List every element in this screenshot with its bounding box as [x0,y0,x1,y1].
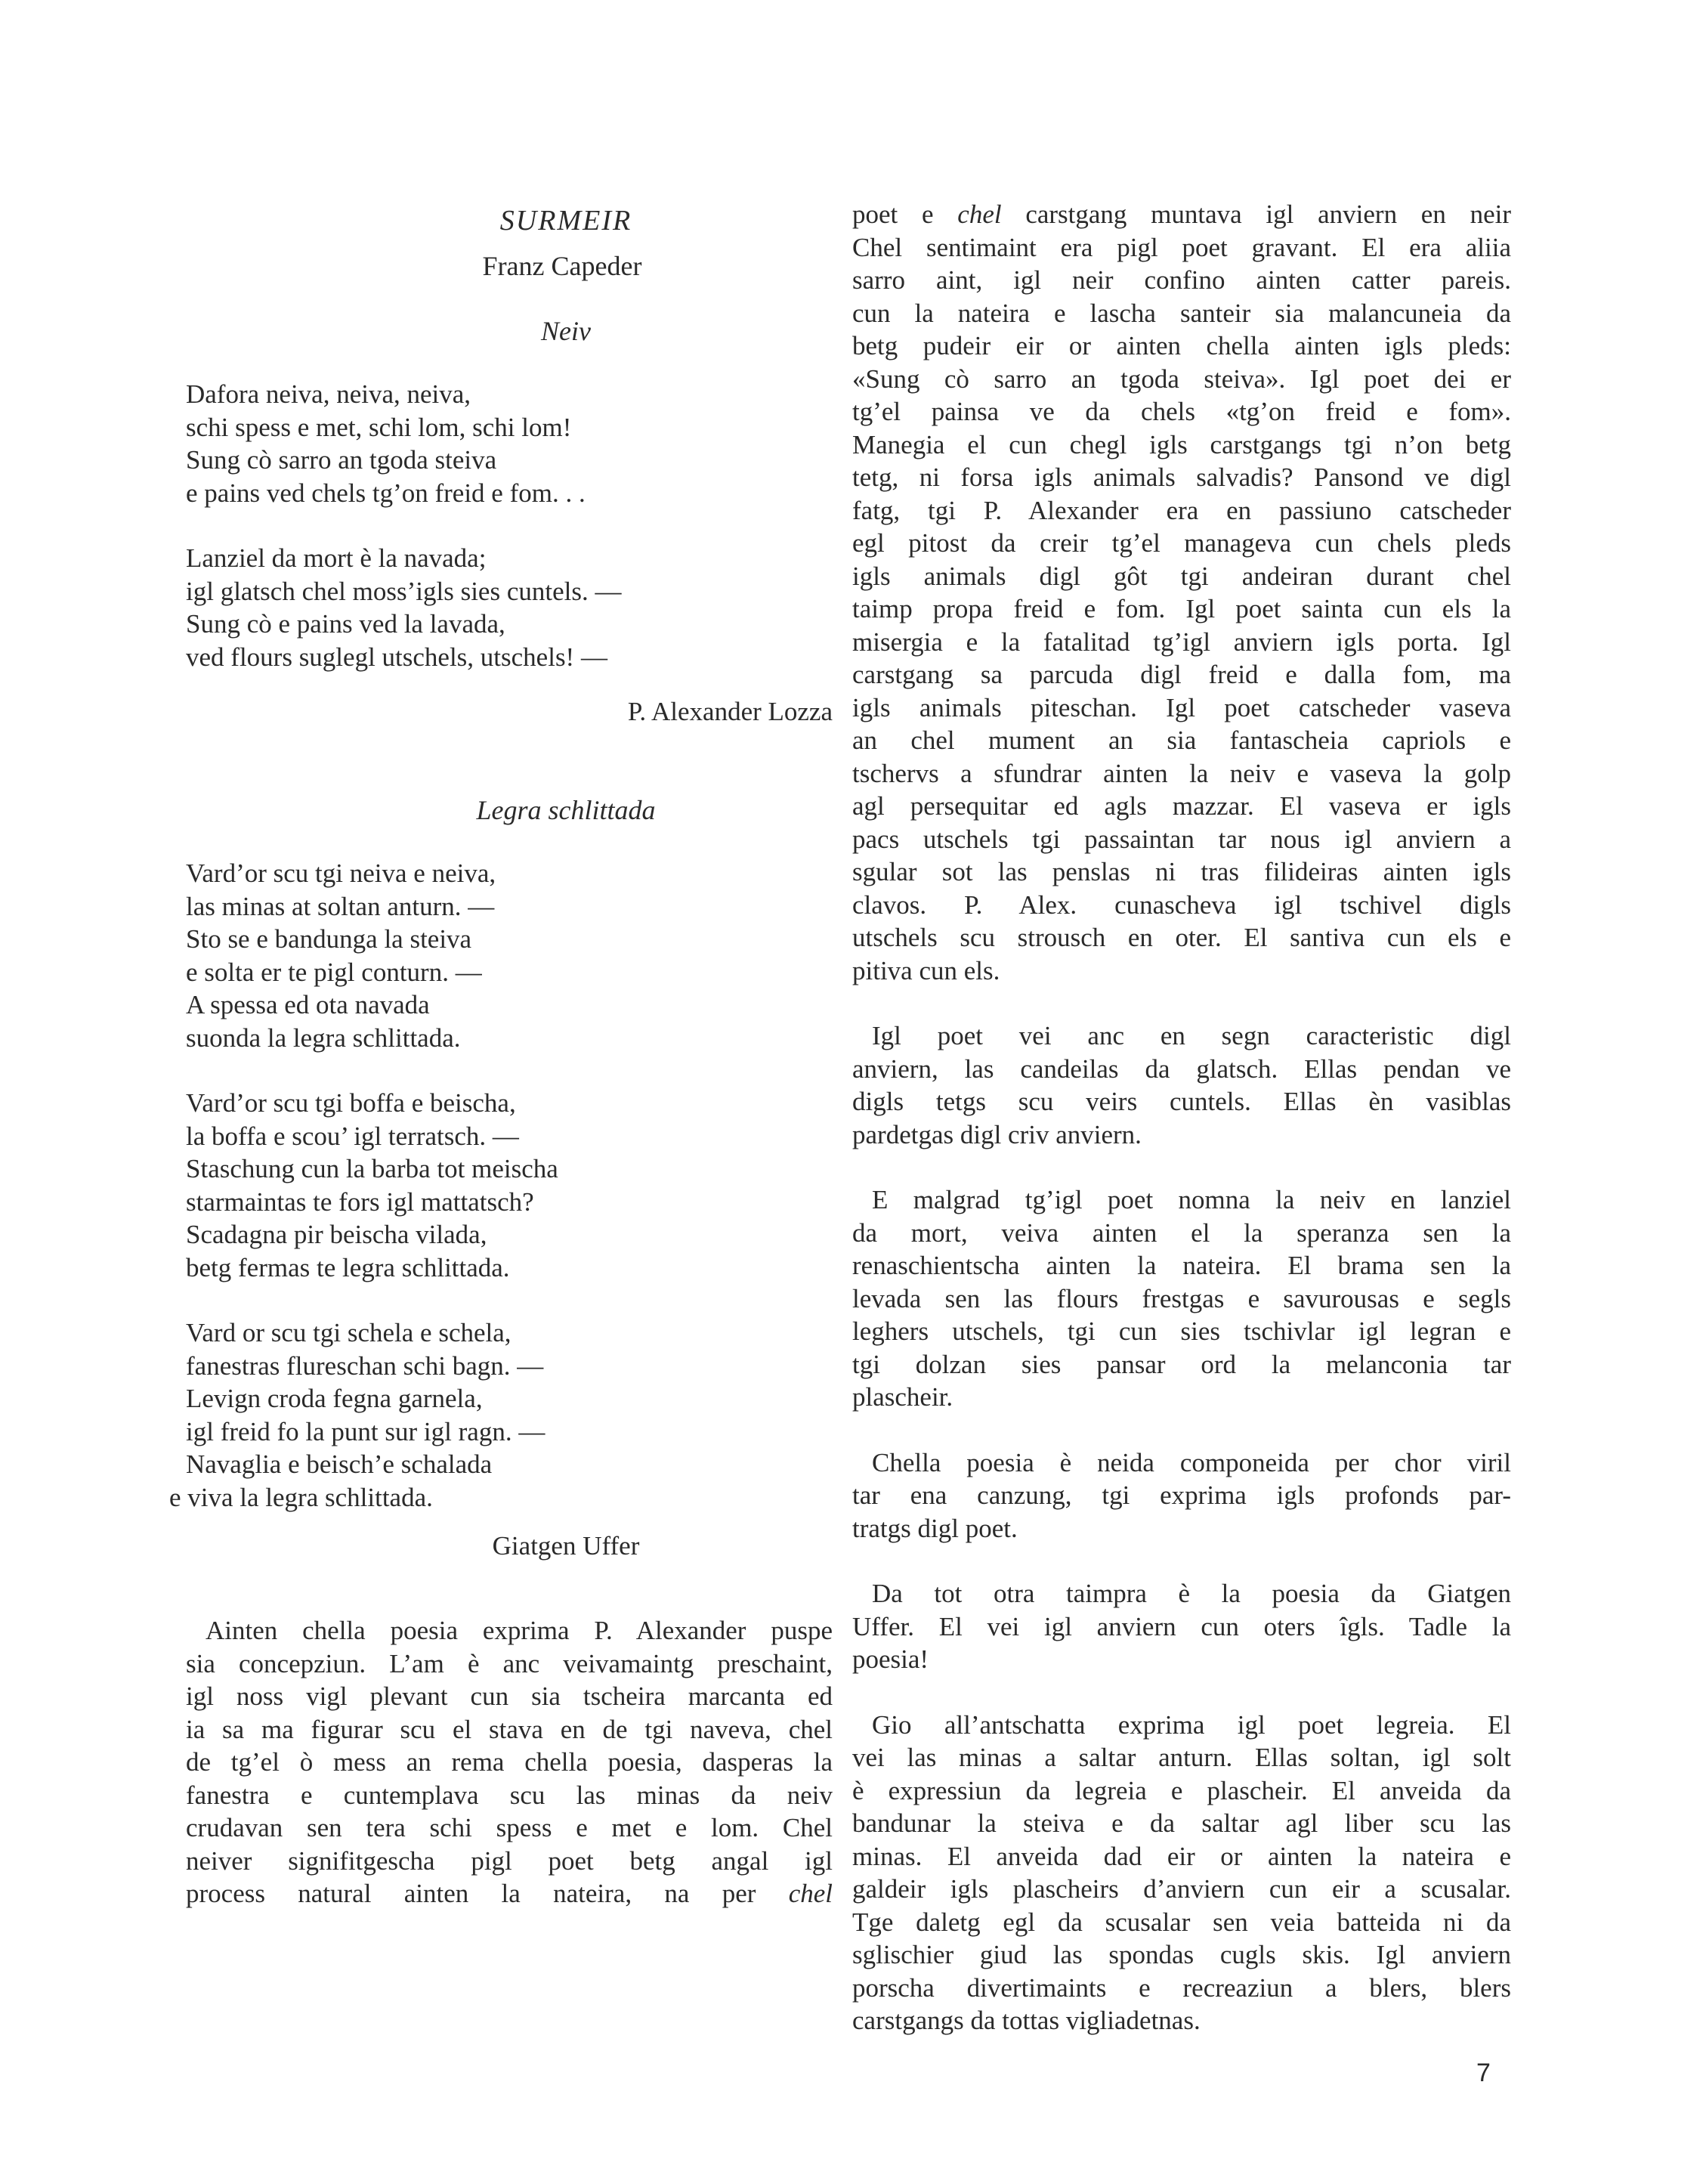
text-line: porscha divertimaints e recreaziun a blers, blers [852,1972,1511,2003]
text-line: igls animals piteschan. Igl poet catscheder vaseva [852,692,1511,722]
text-line: anviern, las candeilas da glatsch. Ellas pendan ve [852,1053,1511,1084]
text-line: neiver signifitgescha pigl poet betg angal igl [186,1845,833,1876]
body-paragraph [852,1709,1511,2037]
text-line: betg pudeir eir or ainten chella ainten igls pleds: [852,331,1511,360]
text-line: Igl poet vei anc en segn caracteristic digl [872,1021,1511,1050]
text-line: poesia! [852,1644,929,1674]
text-line: Uffer. El vei igl anviern cun oters îgls. Tadle la [852,1611,1511,1641]
text-line: renaschientscha ainten la nateira. El brama sen la [852,1251,1511,1280]
text-line: fanestra e cuntemplava scu las minas da neiv [186,1780,833,1810]
text-line: sarro aint, igl neir confino ainten catter pareis. [852,265,1511,295]
poem-author-lozza: P. Alexander Lozza [627,697,833,726]
neiv-stanza [186,378,833,509]
section-title: SURMEIR [499,205,632,237]
text-line: tar ena canzung, tgi exprima igls profonds par- [852,1480,1511,1510]
poem-line: Vard’or scu tgi boffa e beischa, [186,1088,516,1118]
text-line: sia concepziun. L’am è anc veivamaintg preschaint, [186,1648,833,1678]
text-line: digls tetgs scu veirs cuntels. Ellas èn vasiblas [852,1087,1511,1116]
text-line: pardetgas digl criv anviern. [852,1119,1142,1149]
text-line: fatg, tgi P. Alexander era en passiuno catscheder [852,495,1511,525]
text-line: sglischier giud las spondas cugls skis. Igl anviern [852,1940,1511,1969]
poem-title-neiv: Neiv [541,316,591,346]
poem-line: igl glatsch chel moss’igls sies cuntels. — [186,576,622,606]
text-line: agl persequitar ed agls mazzar. El vaseva er igls [852,791,1511,821]
poem-line: Vard or scu tgi schela e schela, [186,1318,511,1347]
text-line: de tg’el ò mess an rema chella poesia, dasperas la [186,1747,833,1777]
text-line: clavos. P. Alex. cunascheva igl tschivel digls [852,889,1511,920]
poem-line: starmaintas te fors igl mattatsch? [186,1186,534,1217]
text-line: è expressiun da legreia e plascheir. El anveida da [852,1775,1511,1805]
text-line: sgular sot las penslas ni tras filideiras ainten igls [852,857,1511,886]
poem-line: Navaglia e beisch’e schalada [186,1449,493,1479]
text-line: levada sen las flours frestgas e savurousas e segls [852,1283,1511,1313]
legra-schlittada-stanza [186,1087,833,1284]
body-paragraph [852,1183,1511,1414]
poem-line: suonda la legra schlittada. [186,1022,461,1053]
text-line: taimp propa freid e fom. Igl poet sainta cun els la [852,594,1511,623]
poem-line: betg fermas te legra schlittada. [186,1252,510,1282]
poem-author-uffer: Giatgen Uffer [492,1531,640,1561]
poem-line: Sto se e bandunga la steiva [186,924,472,954]
body-paragraph [852,1446,1511,1545]
poem-line: las minas at soltan anturn. — [186,891,495,921]
poem-line: e solta er te pigl conturn. — [186,957,482,987]
poem-line: e pains ved chels tg’on freid e fom. . . [186,478,586,508]
section-author: Franz Capeder [482,251,642,281]
poem-line: Dafora neiva, neiva, neiva, [186,379,471,409]
text-line: Da tot otra taimpra è la poesia da Giatgen [872,1579,1511,1608]
text-line: carstgang sa parcuda digl freid e dalla fom, ma [852,660,1511,689]
text-line: tschervs a sfundrar ainten la neiv e vaseva la golp [852,758,1511,788]
text-line: tratgs digl poet. [852,1513,1018,1543]
text-line: misergia e la fatalitad tg’igl anviern igls porta. Igl [852,626,1511,657]
text-line: leghers utschels, tgi cun sies tschivlar igl legran e [852,1316,1511,1346]
text-line: tgi dolzan sies pansar ord la melanconia tar [852,1349,1511,1379]
text-line: Tge daletg egl da scusalar sen veia batteida ni da [852,1907,1511,1937]
emphasis-word: chel [957,200,1002,229]
poem-title-legra-schlittada: Legra schlittada [476,795,656,825]
poem-line: igl freid fo la punt sur igl ragn. — [186,1416,545,1446]
text-line: carstgangs da tottas vigliadetnas. [852,2006,1201,2035]
text-line: galdeir igls plascheirs d’anviern cun eir a scusalar. [852,1874,1511,1904]
poem-line: schi spess e met, schi lom, schi lom! [186,412,572,442]
right-column [852,198,1511,2070]
text-line: minas. El anveida dad eir or ainten la nateira e [852,1841,1511,1871]
text-line: igls animals digl gôt tgi andeiran durant chel [852,561,1511,591]
text-line: an chel mument an sia fantascheia capriols e [852,725,1511,755]
poem-legra-schlittada [169,857,833,1514]
poem-line: Sung cò sarro an tgoda steiva [186,445,497,475]
body-paragraph [852,198,1511,987]
left-column [169,198,833,1943]
poem-line: A spessa ed ota navada [186,990,430,1019]
poem-line: Staschung cun la barba tot meischa [186,1154,558,1183]
text-line: crudavan sen tera schi spess e met e lom. Chel [186,1813,833,1842]
text-line: «Sung cò sarro an tgoda steiva». Igl poet dei er [852,363,1511,394]
text-line: egl pitost da creir tg’el manageva cun chels pleds [852,528,1511,558]
poem-neiv [186,378,833,673]
poem-line: fanestras flureschan schi bagn. — [186,1350,544,1381]
text-line: Manegia el cun chegl igls carstgangs tgi n’on betg [852,429,1511,459]
poem-line: Sung cò e pains ved la lavada, [186,609,505,639]
poem-line: ved flours suglegl utschels, utschels! — [186,642,607,672]
text-line: process natural ainten la nateira, na per chel [186,1879,833,1908]
text-line: ia sa ma figurar scu el stava en de tgi naveva, chel [186,1714,833,1744]
poem-line: la boffa e scou’ igl terratsch. — [186,1121,519,1151]
poem-line: e viva la legra schlittada. [169,1482,433,1512]
text-line: utschels scu strousch en oter. El santiva cun els e [852,923,1511,952]
text-line: tetg, ni forsa igls animals salvadis? Pansond ve digl [852,462,1511,492]
page-number: 7 [1476,2059,1491,2087]
text-line: Chella poesia è neida componeida per chor viril [872,1447,1511,1477]
text-line: pacs utschels tgi passaintan tar nous igl anviern a [852,824,1511,854]
text-line: Gio all’antschatta exprima igl poet legreia. El [872,1709,1511,1740]
poem-line: Levign croda fegna garnela, [186,1384,483,1413]
body-paragraph [852,1019,1511,1151]
text-line: poet e chel carstgang muntava igl anviern en neir [852,200,1511,229]
text-line: Ainten chella poesia exprima P. Alexander puspe [206,1616,833,1645]
text-line: E malgrad tg’igl poet nomna la neiv en lanziel [872,1185,1511,1214]
emphasis-word: chel [788,1879,833,1908]
poem-line: Lanziel da mort è la navada; [186,543,487,573]
text-line: vei las minas a saltar anturn. Ellas soltan, igl solt [852,1743,1511,1772]
text-line: igl noss vigl plevant cun sia tscheira marcanta ed [186,1681,833,1711]
poem-line: Vard’or scu tgi neiva e neiva, [186,858,496,888]
text-line: tg’el painsa ve da chels «tg’on freid e fom». [852,397,1511,426]
text-line: da mort, veiva ainten el la speranza sen la [852,1217,1511,1248]
text-line: plascheir. [852,1382,953,1412]
commentary-paragraph [186,1614,833,1910]
text-line: bandunar la steiva e da saltar agl liber scu las [852,1808,1511,1838]
text-line: pitiva cun els. [852,955,1000,985]
neiv-stanza [186,542,833,673]
body-paragraph [852,1577,1511,1676]
poem-line: Scadagna pir beischa vilada, [186,1220,487,1249]
text-line: Chel sentimaint era pigl poet gravant. El era aliia [852,232,1511,262]
text-line: cun la nateira e lascha santeir sia malancuneia da [852,298,1511,328]
legra-schlittada-stanza [169,1316,833,1514]
legra-schlittada-stanza [186,857,833,1054]
